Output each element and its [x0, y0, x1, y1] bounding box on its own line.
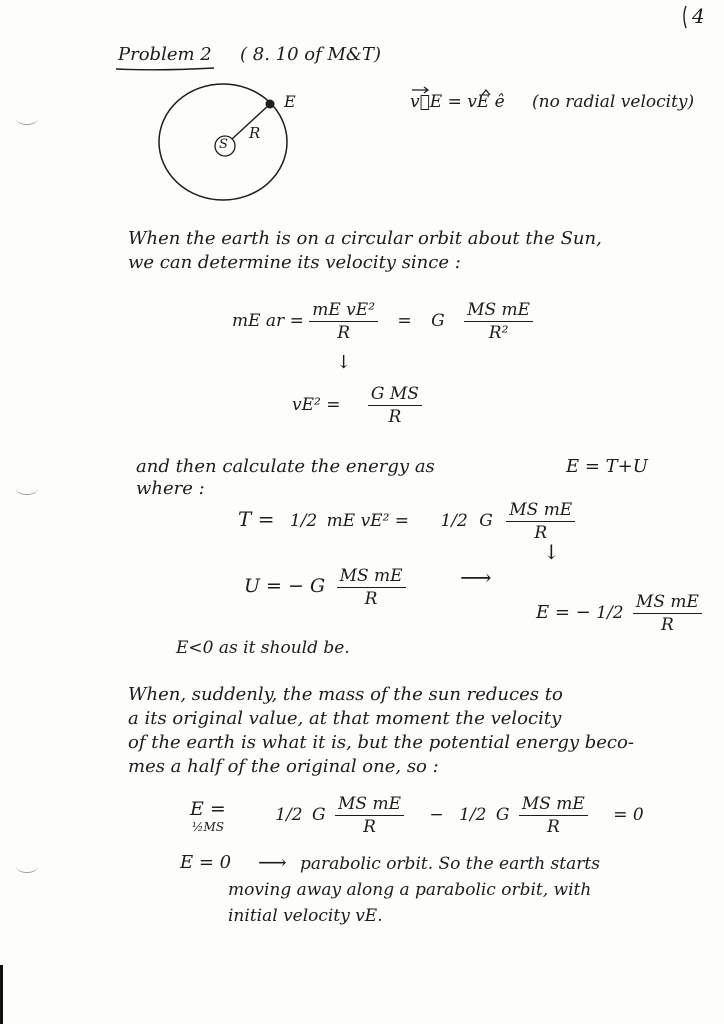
- eq-u-fraction: [337, 566, 406, 609]
- eq-e-den: R: [661, 615, 674, 635]
- sun-label: S: [219, 137, 228, 152]
- eq-t-half: 1/2: [289, 511, 318, 531]
- eq2-lhs: vE² =: [292, 395, 341, 415]
- eq-t-num: MS mE: [506, 500, 575, 522]
- eq-final-t1-g: G: [312, 805, 326, 825]
- conclusion-line3: initial velocity vE.: [228, 906, 383, 926]
- conclusion-arrow: ⟶: [258, 850, 287, 874]
- paragraph1-line1: When the earth is on a circular orbit about the Sun,: [128, 228, 602, 249]
- velocity-equation: v⃗E = vE ê: [410, 92, 505, 112]
- eq-final-t2-fraction: [519, 794, 588, 837]
- radius-label: R: [249, 124, 261, 142]
- eq-final-result: = 0: [613, 805, 644, 825]
- eq-e-lhs: E = −: [536, 602, 591, 623]
- eq-final-lhs-block: [190, 798, 226, 834]
- conclusion-line1: parabolic orbit. So the earth starts: [300, 854, 600, 874]
- eq1-mid-fraction: [309, 300, 378, 343]
- page-number-bracket: [684, 6, 686, 28]
- eq1-rhs-fraction: [464, 300, 533, 343]
- problem-reference: ( 8. 10 of M&T): [240, 44, 381, 65]
- eq-e-fraction: [633, 592, 702, 635]
- negative-energy-note: E<0 as it should be.: [176, 638, 350, 658]
- velocity-note: (no radial velocity): [532, 92, 695, 112]
- eq2-den: R: [388, 407, 402, 427]
- eq-t-coef: 1/2: [440, 511, 468, 531]
- eq-t-lhs: T =: [238, 507, 275, 531]
- eq-e-num: MS mE: [633, 592, 702, 614]
- eq1-rhs-num: MS mE: [464, 300, 533, 322]
- eq1-g: G: [431, 311, 445, 331]
- paragraph3-line2: a its original value, at that moment the velocity: [128, 708, 562, 729]
- eq-u-den: R: [364, 589, 378, 609]
- eq-t-term: mE vE² =: [326, 511, 410, 531]
- eq-t-g: G: [479, 511, 493, 531]
- eq-final-minus: −: [429, 805, 444, 825]
- eq-u: [244, 566, 406, 609]
- eq1-equals: =: [397, 311, 412, 331]
- down-arrow: ↓: [336, 352, 352, 373]
- eq2-fraction: [368, 384, 422, 427]
- problem-title: Problem 2: [118, 44, 212, 65]
- eq-final-t2-g: G: [495, 805, 510, 825]
- eq-final-t1-num: MS mE: [335, 794, 404, 816]
- paragraph3-line4: mes a half of the original one, so :: [128, 756, 439, 777]
- eq-final-t1-coef: 1/2: [275, 805, 303, 825]
- eq-final-t2-den: R: [546, 817, 560, 837]
- conclusion-lhs: E = 0: [180, 852, 232, 873]
- eq-u-arrow: ⟶: [460, 566, 492, 591]
- eq1: [232, 300, 533, 343]
- eq-u-lhs: U = − G: [244, 575, 326, 597]
- conclusion-line2: moving away along a parabolic orbit, with: [228, 880, 592, 900]
- eq-t-den: R: [534, 523, 548, 543]
- eq-final-t1-fraction: [335, 794, 404, 837]
- eq2-num: G MS: [368, 384, 422, 406]
- eq2: [292, 384, 422, 427]
- eq-final: [190, 794, 644, 837]
- title-underline: [116, 68, 214, 70]
- eq1-lhs: mE ar =: [232, 311, 304, 331]
- eq-t-arrow: ↓: [543, 540, 560, 564]
- page-number: 4: [692, 4, 705, 28]
- energy-definition: E = T+U: [566, 456, 648, 477]
- paragraph2-line1: and then calculate the energy as: [136, 456, 435, 477]
- eq1-mid-den: R: [337, 323, 351, 343]
- paragraph1-line2: we can determine its velocity since :: [128, 252, 461, 273]
- eq-e-coef: 1/2: [596, 603, 624, 623]
- eq1-mid-num: mE vE²: [309, 300, 378, 322]
- eq-final-lhs: E =: [190, 797, 226, 820]
- paragraph2-line2: where :: [136, 478, 205, 499]
- eq-t: [238, 500, 575, 543]
- eq-t-fraction: [506, 500, 575, 543]
- eq-e: [536, 592, 702, 635]
- paragraph3-line3: of the earth is what it is, but the potential energy beco-: [128, 732, 634, 753]
- eq1-rhs-den: R²: [488, 323, 509, 343]
- eq-final-t1-den: R: [363, 817, 376, 837]
- eq-final-t2-coef: 1/2: [459, 805, 487, 825]
- earth-label: E: [284, 92, 296, 111]
- eq-u-num: MS mE: [337, 566, 406, 588]
- eq-final-t2-num: MS mE: [519, 794, 588, 816]
- eq-final-sub: ½MS: [191, 819, 224, 834]
- paragraph3-line1: When, suddenly, the mass of the sun reduces to: [128, 684, 563, 705]
